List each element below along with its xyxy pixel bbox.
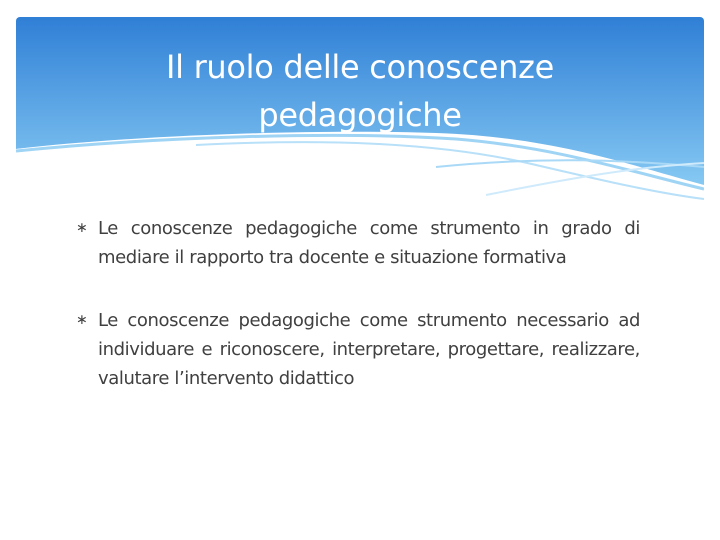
title-line-1: Il ruolo delle conoscenze	[165, 48, 555, 86]
bullet-item-1	[78, 214, 640, 272]
bullet-item-2	[78, 306, 640, 393]
title-line-2: pedagogiche	[258, 96, 462, 134]
slide-title	[16, 43, 704, 139]
bullet-text-1: Le conoscenze pedagogiche come strumento in grado di mediare il rapporto tra docente e situazione formativa	[98, 218, 640, 268]
asterisk-bullet-icon: ∗	[76, 312, 88, 328]
asterisk-bullet-icon: ∗	[76, 220, 88, 236]
bullet-text-2: Le conoscenze pedagogiche come strumento necessario ad individuare e riconoscere, interpretare, progettare, realizzare, valutare l’intervento didattico	[98, 310, 640, 389]
title-banner	[16, 17, 704, 207]
bullet-list	[78, 214, 640, 427]
